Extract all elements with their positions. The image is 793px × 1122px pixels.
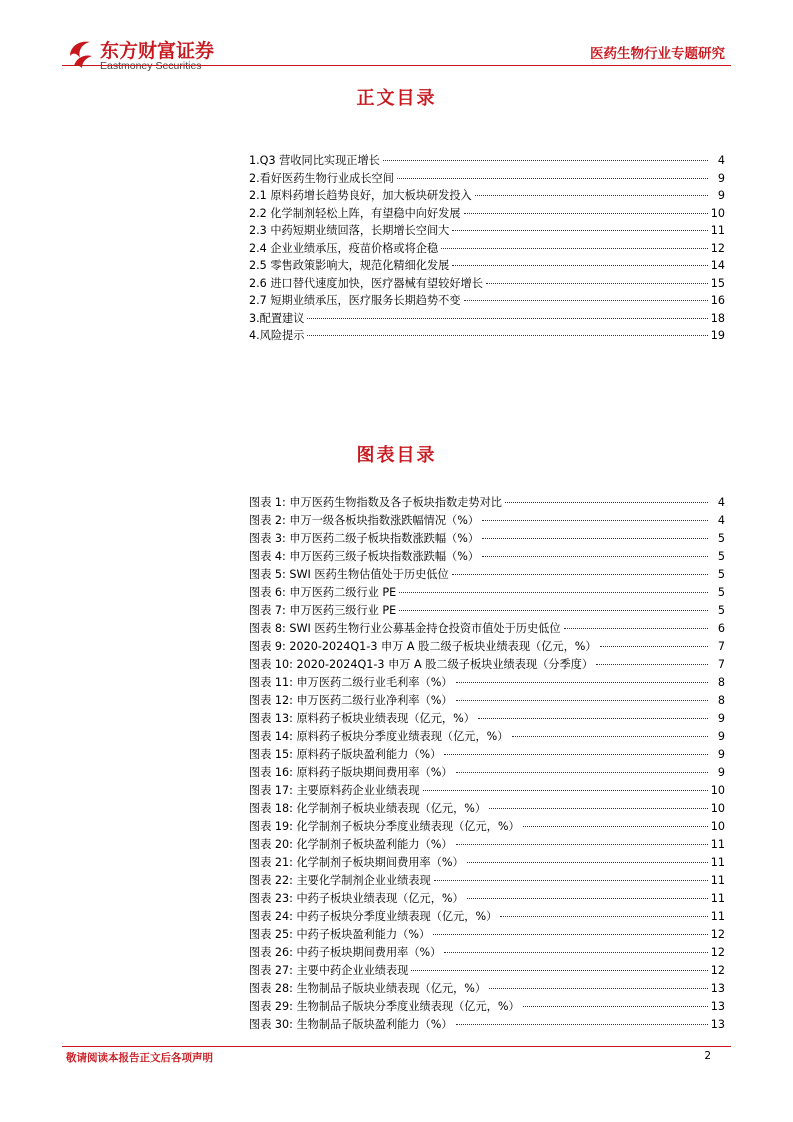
toc-entry[interactable]	[249, 152, 725, 170]
report-type-label: 医药生物行业专题研究	[590, 46, 725, 62]
figure-entry-page: 9	[717, 730, 725, 743]
dot-leader	[307, 318, 707, 319]
figure-entry[interactable]	[249, 548, 725, 566]
dot-leader	[307, 335, 707, 336]
toc-entry[interactable]	[249, 310, 725, 328]
figure-entry[interactable]	[249, 674, 725, 692]
footer-divider	[62, 1046, 731, 1047]
figure-entry-title: 图表 14: 原料药子板块分季度业绩表现（亿元，%）	[249, 730, 509, 743]
dot-leader	[456, 772, 708, 773]
toc-entry-title: 1.Q3 营收同比实现正增长	[249, 154, 380, 167]
dot-leader	[452, 230, 707, 231]
figure-entry-title: 图表 18: 化学制剂子板块业绩表现（亿元，%）	[249, 802, 487, 815]
figure-entry-page: 10	[710, 802, 725, 815]
dot-leader	[399, 592, 708, 593]
figure-entry[interactable]	[249, 908, 725, 926]
dot-leader	[505, 502, 708, 503]
figure-entry-title: 图表 11: 申万医药二级行业毛利率（%）	[249, 676, 453, 689]
figure-entry[interactable]	[249, 746, 725, 764]
figure-entry-title: 图表 29: 生物制品子版块分季度业绩表现（亿元，%）	[249, 1000, 520, 1013]
figure-entry-title: 图表 19: 化学制剂子板块分季度业绩表现（亿元，%）	[249, 820, 520, 833]
dot-leader	[452, 574, 708, 575]
dot-leader	[523, 1006, 708, 1007]
toc-entry[interactable]	[249, 205, 725, 223]
dot-leader	[434, 880, 708, 881]
figure-entry[interactable]	[249, 944, 725, 962]
toc-entry-page: 15	[710, 276, 725, 290]
figure-entry[interactable]	[249, 980, 725, 998]
figure-entry-title: 图表 16: 原料药子版块期间费用率（%）	[249, 766, 453, 779]
figure-entry-title: 图表 7: 申万医药三级行业 PE	[249, 604, 397, 617]
figure-entry-title: 图表 5: SWI 医药生物估值处于历史低位	[249, 568, 449, 581]
dot-leader	[444, 952, 707, 953]
toc-entry-page: 18	[710, 311, 725, 325]
figure-entry-page: 13	[710, 982, 725, 995]
figure-entry-title: 图表 24: 中药子板块分季度业绩表现（亿元，%）	[249, 910, 498, 923]
figure-entry-title: 图表 15: 原料药子版块盈利能力（%）	[249, 748, 442, 761]
figure-entry-title: 图表 28: 生物制品子版块业绩表现（亿元，%）	[249, 982, 487, 995]
figure-entry-page: 8	[717, 676, 725, 689]
figure-entry-title: 图表 10: 2020-2024Q1-3 申万 A 股二级子板块业绩表现（分季度）	[249, 658, 594, 671]
figure-entry-page: 11	[710, 874, 725, 887]
toc-entry-page: 9	[717, 189, 725, 202]
figure-entry-page: 4	[717, 514, 725, 527]
dot-leader	[467, 862, 708, 863]
dot-leader	[441, 248, 708, 249]
figure-entry-title: 图表 17: 主要原料药企业业绩表现	[249, 784, 420, 797]
dot-leader	[523, 826, 708, 827]
figure-entry-page: 10	[710, 784, 725, 797]
toc-entry-page: 11	[710, 224, 725, 237]
figure-entry[interactable]	[249, 512, 725, 530]
toc-entry-title: 3.配置建议	[249, 311, 305, 325]
figure-entry[interactable]	[249, 926, 725, 944]
dot-leader	[482, 556, 708, 557]
toc-entry-title: 2.4 企业业绩承压，疫苗价格或将企稳	[249, 241, 439, 255]
dot-leader	[512, 736, 709, 737]
toc-entry-page: 9	[717, 171, 725, 185]
toc-entry-title: 2.看好医药生物行业成长空间	[249, 171, 394, 185]
toc-entry[interactable]	[249, 275, 725, 293]
toc-entry-page: 14	[710, 259, 725, 272]
logo-english-name: Eastmoney Securities	[100, 60, 202, 72]
figure-entry[interactable]	[249, 692, 725, 710]
figure-entry[interactable]	[249, 962, 725, 980]
figure-entry-title: 图表 25: 中药子板块盈利能力（%）	[249, 928, 431, 941]
dot-leader	[423, 790, 708, 791]
figure-entry-page: 9	[717, 712, 725, 725]
figure-entry-title: 图表 20: 化学制剂子板块盈利能力（%）	[249, 838, 453, 851]
dot-leader	[489, 988, 708, 989]
figure-entry-page: 9	[717, 748, 725, 761]
toc-entry-page: 12	[710, 241, 725, 255]
figure-entry-page: 5	[717, 586, 725, 599]
figure-entry[interactable]	[249, 818, 725, 836]
list-of-figures	[249, 494, 725, 1034]
toc-entry[interactable]	[249, 170, 725, 188]
figure-entry-page: 11	[710, 910, 725, 923]
figure-entry[interactable]	[249, 530, 725, 548]
figure-entry-page: 13	[710, 1018, 725, 1031]
dot-leader	[452, 265, 707, 266]
figure-entry-page: 5	[717, 550, 725, 563]
figure-entry[interactable]	[249, 854, 725, 872]
figure-entry-page: 10	[710, 820, 725, 833]
toc-entry-title: 2.3 中药短期业绩回落，长期增长空间大	[249, 224, 450, 237]
dot-leader	[399, 610, 708, 611]
table-of-contents	[249, 152, 725, 345]
figure-entry-page: 12	[710, 928, 725, 941]
figure-entry[interactable]	[249, 584, 725, 602]
figure-entry-title: 图表 12: 申万医药二级行业净利率（%）	[249, 694, 453, 707]
page-number: 2	[704, 1050, 711, 1062]
figure-entry-page: 9	[717, 766, 725, 779]
figure-entry-page: 11	[710, 856, 725, 869]
figure-entry[interactable]	[249, 800, 725, 818]
dot-leader	[564, 628, 708, 629]
figure-entry[interactable]	[249, 836, 725, 854]
figure-entry-page: 8	[717, 694, 725, 707]
figure-entry-title: 图表 22: 主要化学制剂企业业绩表现	[249, 874, 431, 887]
logo-chinese-name: 东方财富证券	[100, 40, 215, 62]
dot-leader	[486, 283, 708, 284]
figure-entry-title: 图表 9: 2020-2024Q1-3 申万 A 股二级子板块业绩表现（亿元，%）	[249, 640, 597, 653]
figure-entry-title: 图表 6: 申万医药二级行业 PE	[249, 586, 397, 599]
figure-entry[interactable]	[249, 998, 725, 1016]
figure-entry-page: 5	[717, 532, 725, 545]
figure-entry-page: 12	[710, 946, 725, 959]
toc-entry-title: 4.风险提示	[249, 329, 305, 342]
figure-entry-page: 7	[717, 658, 725, 671]
toc-entry-page: 4	[717, 154, 725, 167]
dot-leader	[411, 970, 707, 971]
figure-entry-page: 5	[717, 568, 725, 581]
figure-entry-title: 图表 13: 原料药子板块业绩表现（亿元，%）	[249, 712, 475, 725]
dot-leader	[456, 1024, 708, 1025]
figure-entry[interactable]	[249, 728, 725, 746]
figure-entry-title: 图表 30: 生物制品子版块盈利能力（%）	[249, 1018, 453, 1031]
contents-title: 正文目录	[356, 88, 437, 109]
dot-leader	[596, 664, 708, 665]
figure-entry-page: 7	[717, 640, 725, 653]
toc-entry-title: 2.7 短期业绩承压，医疗服务长期趋势不变	[249, 294, 461, 307]
figure-entry[interactable]	[249, 710, 725, 728]
figure-entry-page: 5	[717, 604, 725, 617]
toc-entry-page: 10	[710, 206, 725, 220]
figure-entry-page: 13	[710, 1000, 725, 1013]
dot-leader	[397, 178, 708, 179]
dot-leader	[489, 808, 708, 809]
toc-entry[interactable]	[249, 327, 725, 345]
figure-entry-title: 图表 26: 中药子板块期间费用率（%）	[249, 946, 442, 959]
dot-leader	[433, 934, 708, 935]
figure-entry[interactable]	[249, 638, 725, 656]
figure-entry-title: 图表 27: 主要中药企业业绩表现	[249, 964, 409, 977]
figure-entry-title: 图表 4: 申万医药三级子板块指数涨跌幅（%）	[249, 550, 480, 563]
dot-leader	[456, 682, 708, 683]
figure-entry[interactable]	[249, 620, 725, 638]
figure-entry[interactable]	[249, 890, 725, 908]
disclaimer-note: 敬请阅读本报告正文后各项声明	[66, 1052, 213, 1064]
figure-entry-title: 图表 3: 申万医药二级子板块指数涨跌幅（%）	[249, 532, 480, 545]
figure-entry-title: 图表 23: 中药子板块业绩表现（亿元，%）	[249, 892, 464, 905]
figure-entry[interactable]	[249, 1016, 725, 1034]
toc-entry-page: 16	[710, 294, 725, 307]
toc-entry-title: 2.1 原料药增长趋势良好，加大板块研发投入	[249, 189, 472, 202]
figure-entry[interactable]	[249, 764, 725, 782]
toc-entry[interactable]	[249, 292, 725, 310]
dot-leader	[456, 700, 708, 701]
dot-leader	[600, 646, 708, 647]
figure-entry-title: 图表 2: 申万一级各板块指数涨跌幅情况（%）	[249, 514, 480, 527]
figure-entry-page: 6	[717, 622, 725, 635]
company-logo	[66, 36, 236, 76]
figure-entry-title: 图表 21: 化学制剂子板块期间费用率（%）	[249, 856, 464, 869]
figure-entry-page: 11	[710, 892, 725, 905]
dot-leader	[482, 520, 708, 521]
figure-entry[interactable]	[249, 566, 725, 584]
figure-entry-title: 图表 1: 申万医药生物指数及各子板块指数走势对比	[249, 496, 502, 509]
toc-entry[interactable]	[249, 187, 725, 205]
toc-entry[interactable]	[249, 222, 725, 240]
figure-entry[interactable]	[249, 602, 725, 620]
dot-leader	[482, 538, 708, 539]
figure-entry-page: 4	[717, 496, 725, 509]
dot-leader	[467, 898, 708, 899]
figure-entry[interactable]	[249, 782, 725, 800]
dot-leader	[475, 195, 708, 196]
toc-entry[interactable]	[249, 257, 725, 275]
dot-leader	[478, 718, 708, 719]
dot-leader	[456, 844, 708, 845]
dot-leader	[500, 916, 707, 917]
figure-entry[interactable]	[249, 656, 725, 674]
figure-entry-title: 图表 8: SWI 医药生物行业公募基金持仓投资市值处于历史低位	[249, 622, 561, 635]
figure-entry-page: 11	[710, 838, 725, 851]
toc-entry-page: 19	[710, 329, 725, 342]
toc-entry-title: 2.5 零售政策影响大，规范化精细化发展	[249, 259, 450, 272]
dot-leader	[464, 300, 708, 301]
figure-entry[interactable]	[249, 872, 725, 890]
toc-entry-title: 2.6 进口替代速度加快，医疗器械有望较好增长	[249, 276, 483, 290]
dot-leader	[464, 213, 708, 214]
figure-entry[interactable]	[249, 494, 725, 512]
toc-entry[interactable]	[249, 240, 725, 258]
dot-leader	[383, 160, 708, 161]
toc-entry-title: 2.2 化学制剂轻松上阵，有望稳中向好发展	[249, 206, 461, 220]
header-divider	[62, 65, 731, 66]
figure-entry-page: 12	[710, 964, 725, 977]
dot-leader	[444, 754, 708, 755]
figures-title: 图表目录	[356, 445, 437, 466]
